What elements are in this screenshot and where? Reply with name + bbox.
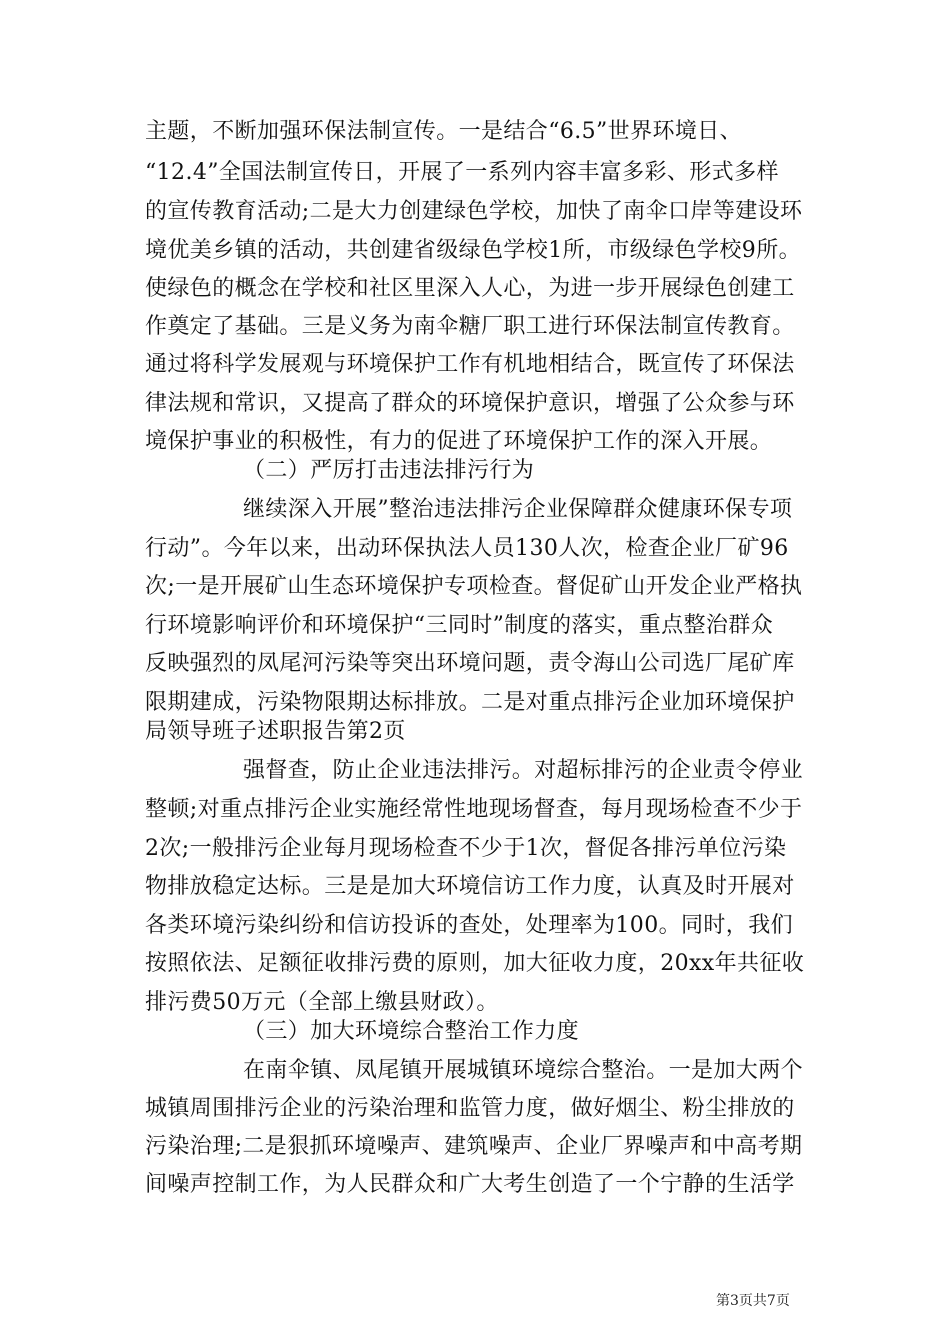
body-line: 境优美乡镇的活动，共创建省级绿色学校1所，市级绿色学校9所。 [145,238,801,263]
section-heading: （二）严厉打击违法排污行为 [243,458,535,483]
body-line: 间噪声控制工作，为人民群众和广大考生创造了一个宁静的生活学 [145,1172,795,1197]
body-line: 各类环境污染纠纷和信访投诉的查处，处理率为100。同时，我们 [145,913,793,938]
body-line: 次;一是开展矿山生态环境保护专项检查。督促矿山开发企业严格执 [145,574,803,599]
paragraph-first-line: 强督查，防止企业违法排污。对超标排污的企业责令停业 [243,758,804,783]
body-line: 行动”。今年以来，出动环保执法人员130人次，检查企业厂矿96 [145,536,789,561]
body-line: 局领导班子述职报告第2页 [145,719,406,744]
body-line: 2次;一般排污企业每月现场检查不少于1次，督促各排污单位污染 [145,836,787,861]
body-line: 污染治理;二是狠抓环境噪声、建筑噪声、企业厂界噪声和中高考期 [145,1134,803,1159]
paragraph-first-line: 在南伞镇、凤尾镇开展城镇环境综合整治。一是加大两个 [243,1058,804,1083]
paragraph-first-line: 继续深入开展”整治违法排污企业保障群众健康环保专项 [243,497,793,522]
body-line: 通过将科学发展观与环境保护工作有机地相结合，既宣传了环保法 [145,352,795,377]
body-line: 境保护事业的积极性，有力的促进了环境保护工作的深入开展。 [145,429,773,454]
body-line: 使绿色的概念在学校和社区里深入人心，为进一步开展绿色创建工 [145,276,795,301]
body-line: 反映强烈的凤尾河污染等突出环境问题，责令海山公司选厂尾矿库 [145,651,795,676]
page-number-footer: 第3页共7页 [716,1293,790,1309]
body-line: 行环境影响评价和环境保护“三同时”制度的落实，重点整治群众 [145,613,774,638]
body-line: 的宣传教育活动;二是大力创建绿色学校，加快了南伞口岸等建设环 [145,199,803,224]
body-line: 排污费50万元（全部上缴县财政）。 [145,990,499,1015]
body-line: 律法规和常识，又提高了群众的环境保护意识，增强了公众参与环 [145,391,795,416]
body-line: 作奠定了基础。三是义务为南伞糖厂职工进行环保法制宣传教育。 [145,314,795,339]
body-line: 限期建成，污染物限期达标排放。二是对重点排污企业加环境保护 [145,690,795,715]
body-line: 城镇周围排污企业的污染治理和监管力度，做好烟尘、粉尘排放的 [145,1096,795,1121]
section-heading: （三）加大环境综合整治工作力度 [243,1019,580,1044]
body-line: 整顿;对重点排污企业实施经常性地现场督查，每月现场检查不少于 [145,797,803,822]
body-line: 按照依法、足额征收排污费的原则，加大征收力度，20xx年共征收 [145,951,805,976]
body-line: 主题，不断加强环保法制宣传。一是结合“6.5”世界环境日、 [145,119,743,144]
body-line: “12.4”全国法制宣传日，开展了一系列内容丰富多彩、形式多样 [145,160,779,185]
body-line: 物排放稳定达标。三是是加大环境信访工作力度，认真及时开展对 [145,874,795,899]
